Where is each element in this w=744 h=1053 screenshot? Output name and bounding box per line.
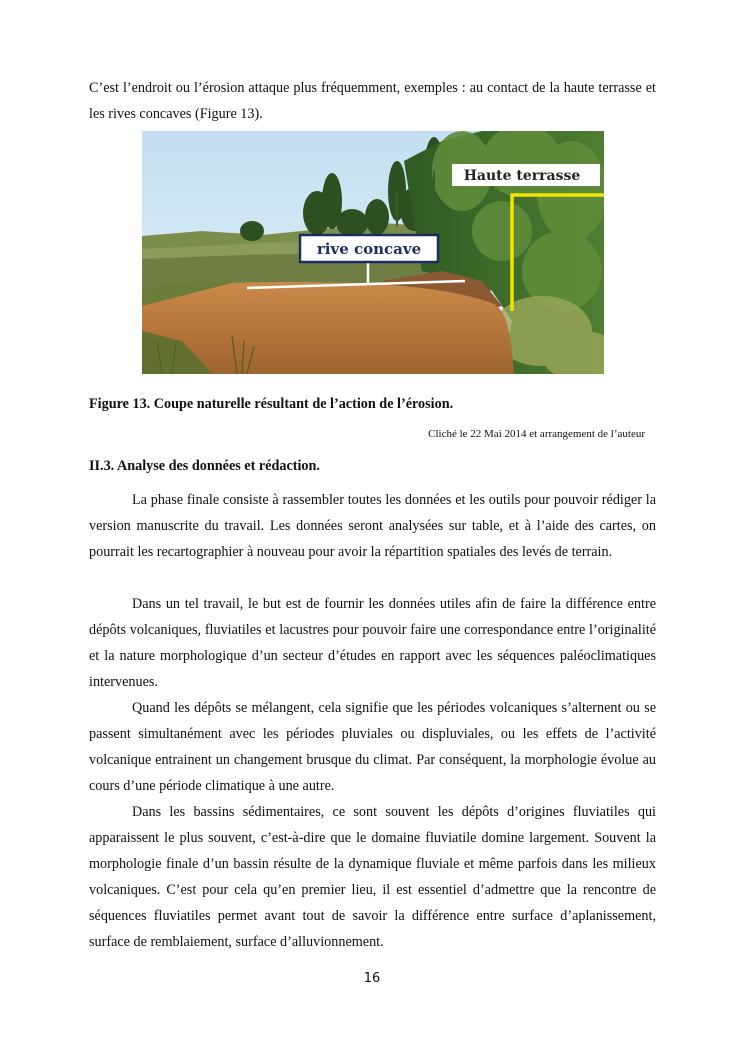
body-paragraph: La phase finale consiste à rassembler toutes les données et les outils pour pouvoir rédiger la version manuscrite du travail. Les données seront analysées sur table, et à l’aide des cartes, on pourrait les recartographier à nouveau pour avoir la répartition spatiales des levés de terrain.	[89, 492, 656, 560]
label-haute-terrasse: Haute terrasse	[463, 168, 581, 184]
label-rive-concave: rive concave	[316, 240, 422, 258]
figure-caption: Figure 13. Coupe naturelle résultant de l’action de l’érosion.	[89, 396, 454, 412]
body-paragraph: Dans les bassins sédimentaires, ce sont souvent les dépôts d’origines fluviatiles qui apparaissent le plus souvent, c’est-à-dire que le domaine fluviatile domine largement. Souvent la morphologie finale d’un bassin résulte de la dynamique fluviale et même parfois dans les milieux volcaniques. C’est pour cela qu’en premier lieu, il est essentiel d’admettre que la rencontre de séquences fluviatiles permet avant tout de savoir la différence entre surface d’aplanissement, surface de remblaiement, surface d’alluvionnement.	[89, 804, 656, 950]
erosion-photo-illustration	[142, 131, 604, 374]
intro-paragraph: C’est l’endroit ou l’érosion attaque plus fréquemment, exemples : au contact de la haute terrasse et les rives concaves (Figure 13).	[89, 80, 656, 122]
figure-photo	[142, 131, 604, 374]
page-number: 16	[363, 971, 381, 986]
body-paragraph: Quand les dépôts se mélangent, cela signifie que les périodes volcaniques s’alternent ou se passent simultanément avec les périodes pluviales ou displuviales, ou les effets de l’activité volcanique entrainent un changement brusque du climat. Par conséquent, la morphologie évolue au cours d’une période climatique à une autre.	[89, 700, 656, 794]
section-heading: II.3. Analyse des données et rédaction.	[89, 458, 320, 474]
body-paragraph: Dans un tel travail, le but est de fournir les données utiles afin de faire la différence entre dépôts volcaniques, fluviatiles et lacustres pour pouvoir faire une correspondance entre l’originalité et la nature morphologique d’un secteur d’études en rapport avec les séquences paléoclimatiques intervenues.	[89, 596, 656, 690]
figure-credit: Cliché le 22 Mai 2014 et arrangement de l’auteur	[428, 428, 645, 440]
